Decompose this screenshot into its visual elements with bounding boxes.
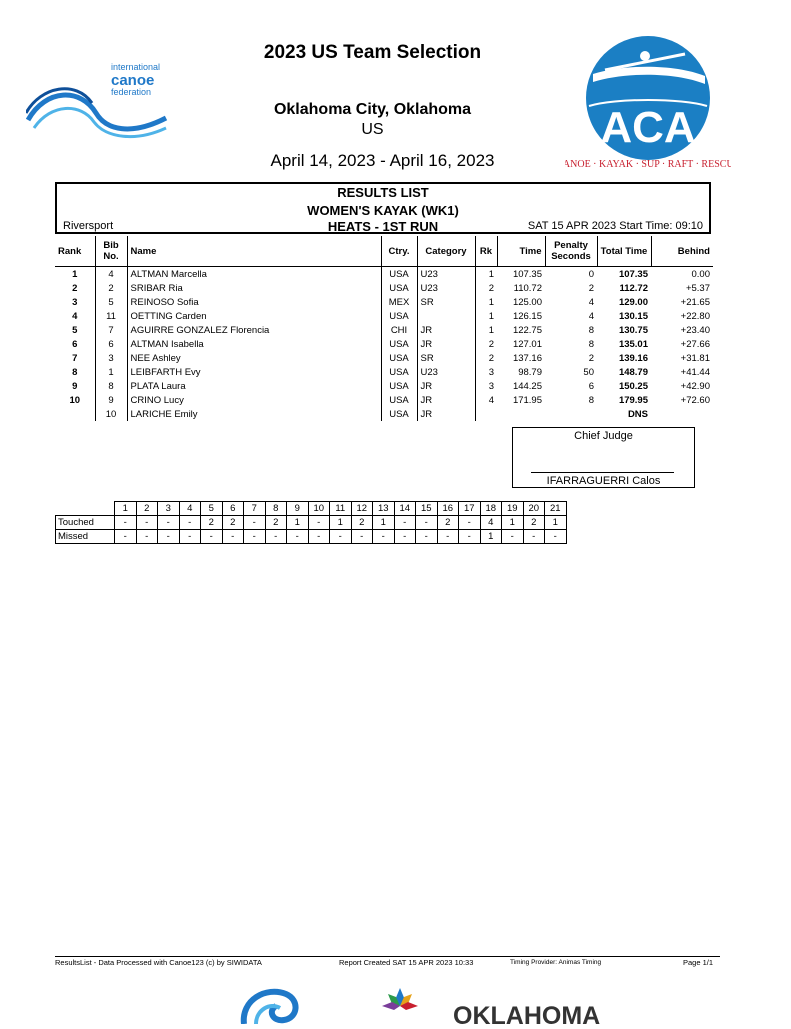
gate-cell: - bbox=[158, 530, 180, 544]
table-row bbox=[55, 267, 713, 282]
cell-country: USA bbox=[381, 337, 417, 351]
cell-country: USA bbox=[381, 351, 417, 365]
cell-country: USA bbox=[381, 365, 417, 379]
col-behind: Behind bbox=[651, 236, 713, 267]
col-rk: Rk bbox=[475, 236, 497, 267]
event-title: 2023 US Team Selection bbox=[263, 42, 482, 63]
cell-rk: 1 bbox=[488, 296, 494, 308]
gate-cell: - bbox=[222, 530, 244, 544]
table-row bbox=[55, 407, 713, 421]
gate-cell: - bbox=[373, 530, 395, 544]
cell-category: U23 bbox=[417, 365, 475, 379]
gate-cell: 3 bbox=[158, 502, 180, 516]
gate-cell: - bbox=[308, 516, 330, 530]
col-category: Category bbox=[417, 236, 475, 267]
gate-missed-row-label: Missed bbox=[56, 530, 115, 544]
col-name: Name bbox=[127, 236, 381, 267]
gate-cell: - bbox=[459, 530, 481, 544]
cell-time: 98.79 bbox=[518, 366, 542, 378]
cell-category: JR bbox=[417, 407, 475, 421]
gate-cell: - bbox=[179, 516, 201, 530]
chief-judge-box bbox=[512, 427, 695, 488]
cell-category: JR bbox=[417, 379, 475, 393]
gate-cell: - bbox=[308, 530, 330, 544]
cell-penalty: 4 bbox=[588, 310, 594, 322]
footer-processed: ResultsList - Data Processed with Canoe123 (c) by SIWIDATA bbox=[55, 958, 262, 967]
gate-cell: 21 bbox=[545, 502, 567, 516]
cell-time: 144.25 bbox=[512, 380, 542, 392]
cell-rank: 3 bbox=[55, 295, 95, 309]
cell-rank: 7 bbox=[55, 351, 95, 365]
cell-behind: +31.81 bbox=[680, 352, 710, 364]
cell-country: USA bbox=[381, 267, 417, 282]
cell-total: 130.75 bbox=[618, 324, 648, 336]
gate-cell: 19 bbox=[502, 502, 524, 516]
cell-penalty bbox=[545, 407, 597, 421]
sponsor-swirl-logo bbox=[236, 980, 306, 1024]
svg-text:canoe: canoe bbox=[111, 72, 155, 89]
gate-cell: - bbox=[179, 530, 201, 544]
gates-corner bbox=[56, 502, 115, 516]
cell-bib: 6 bbox=[95, 337, 127, 351]
cell-rank: 2 bbox=[55, 281, 95, 295]
gate-cell: 18 bbox=[480, 502, 502, 516]
gate-cell: 2 bbox=[523, 516, 545, 530]
gate-cell: - bbox=[351, 530, 373, 544]
table-row bbox=[55, 323, 713, 337]
table-row bbox=[55, 365, 713, 379]
cell-penalty: 6 bbox=[588, 380, 594, 392]
cell-name: CRINO Lucy bbox=[127, 393, 381, 407]
gate-cell: 1 bbox=[373, 516, 395, 530]
cell-rk: 2 bbox=[488, 338, 494, 350]
cell-behind bbox=[651, 407, 713, 421]
cell-behind: +21.65 bbox=[680, 296, 710, 308]
cell-total: 135.01 bbox=[618, 338, 648, 350]
cell-total: 129.00 bbox=[618, 296, 648, 308]
chief-judge-name: IFARRAGUERRI Calos bbox=[546, 475, 661, 487]
gate-cell: 13 bbox=[373, 502, 395, 516]
gate-cell: - bbox=[136, 530, 158, 544]
gate-cell: 9 bbox=[287, 502, 309, 516]
cell-name: PLATA Laura bbox=[127, 379, 381, 393]
gate-cell: - bbox=[416, 516, 438, 530]
svg-text:CANOE · KAYAK · SUP · RAFT · R: CANOE · KAYAK · SUP · RAFT · RESCUE bbox=[565, 159, 731, 170]
table-row bbox=[55, 337, 713, 351]
results-table bbox=[55, 236, 713, 421]
cell-behind: +27.66 bbox=[680, 338, 710, 350]
cell-bib: 5 bbox=[95, 295, 127, 309]
table-row bbox=[55, 351, 713, 365]
col-penalty: Penalty Seconds bbox=[545, 236, 597, 267]
cell-time: 122.75 bbox=[512, 324, 542, 336]
gate-touched-row-label: Touched bbox=[56, 516, 115, 530]
cell-behind: +42.90 bbox=[680, 380, 710, 392]
gate-cell: - bbox=[287, 530, 309, 544]
cell-total: 130.15 bbox=[618, 310, 648, 322]
gate-cell: 17 bbox=[459, 502, 481, 516]
cell-time: 110.72 bbox=[513, 282, 542, 294]
cell-country: USA bbox=[381, 309, 417, 323]
gate-cell: - bbox=[115, 516, 137, 530]
cell-total: 107.35 bbox=[618, 268, 648, 280]
cell-penalty: 50 bbox=[583, 366, 594, 378]
cell-rank: 8 bbox=[55, 365, 95, 379]
cell-name: SRIBAR Ria bbox=[127, 281, 381, 295]
cell-bib: 4 bbox=[95, 267, 127, 282]
event-city: Oklahoma City, Oklahoma bbox=[273, 101, 472, 118]
gate-cell: 8 bbox=[265, 502, 287, 516]
gate-cell: 2 bbox=[351, 516, 373, 530]
gate-cell: - bbox=[394, 516, 416, 530]
cell-rank: 10 bbox=[55, 393, 95, 407]
table-row bbox=[55, 295, 713, 309]
gate-cell: - bbox=[265, 530, 287, 544]
cell-time: 125.00 bbox=[512, 296, 542, 308]
gate-cell: 2 bbox=[136, 502, 158, 516]
cell-name: OETTING Carden bbox=[127, 309, 381, 323]
footer-created: Report Created SAT 15 APR 2023 10:33 bbox=[339, 958, 474, 967]
aca-logo bbox=[565, 34, 731, 174]
gate-cell: 15 bbox=[416, 502, 438, 516]
cell-penalty: 4 bbox=[588, 296, 594, 308]
cell-penalty: 0 bbox=[588, 268, 594, 280]
cell-country: USA bbox=[381, 407, 417, 421]
footer-rule bbox=[55, 956, 720, 957]
svg-text:OKLAHOMA: OKLAHOMA bbox=[453, 1002, 601, 1024]
cell-country: USA bbox=[381, 393, 417, 407]
gate-cell: - bbox=[244, 516, 266, 530]
gate-cell: 10 bbox=[308, 502, 330, 516]
gate-cell: 4 bbox=[480, 516, 502, 530]
table-row bbox=[55, 393, 713, 407]
gate-cell: - bbox=[502, 530, 524, 544]
cell-rank: 9 bbox=[55, 379, 95, 393]
gate-cell: 16 bbox=[437, 502, 459, 516]
cell-country: CHI bbox=[381, 323, 417, 337]
svg-text:federation: federation bbox=[111, 87, 152, 97]
cell-behind: +22.80 bbox=[680, 310, 710, 322]
cell-name: LARICHE Emily bbox=[127, 407, 381, 421]
gate-cell: - bbox=[523, 530, 545, 544]
cell-bib: 2 bbox=[95, 281, 127, 295]
cell-country: USA bbox=[381, 281, 417, 295]
gate-cell: 1 bbox=[545, 516, 567, 530]
cell-total: 148.79 bbox=[618, 366, 648, 378]
chief-judge-label: Chief Judge bbox=[574, 430, 633, 442]
event-country: US bbox=[361, 121, 384, 138]
cell-name: ALTMAN Marcella bbox=[127, 267, 381, 282]
cell-rk: 1 bbox=[488, 268, 494, 280]
cell-name: LEIBFARTH Evy bbox=[127, 365, 381, 379]
table-row bbox=[55, 379, 713, 393]
event-dates: April 14, 2023 - April 16, 2023 bbox=[270, 151, 495, 170]
cell-bib: 3 bbox=[95, 351, 127, 365]
gate-missed-row bbox=[56, 530, 567, 544]
svg-text:international: international bbox=[111, 62, 161, 72]
cell-bib: 8 bbox=[95, 379, 127, 393]
gate-cell: 11 bbox=[330, 502, 352, 516]
gate-cell: - bbox=[244, 530, 266, 544]
cell-name: NEE Ashley bbox=[127, 351, 381, 365]
col-rank: Rank bbox=[55, 236, 95, 267]
gate-cell: - bbox=[545, 530, 567, 544]
table-row bbox=[55, 309, 713, 323]
cell-behind: +72.60 bbox=[680, 394, 710, 406]
cell-penalty: 8 bbox=[588, 324, 594, 336]
cell-name: AGUIRRE GONZALEZ Florencia bbox=[127, 323, 381, 337]
cell-category: U23 bbox=[417, 281, 475, 295]
cell-country: USA bbox=[381, 379, 417, 393]
col-time: Time bbox=[497, 236, 545, 267]
cell-rk: 4 bbox=[488, 394, 494, 406]
gate-cell: 2 bbox=[222, 516, 244, 530]
start-time: SAT 15 APR 2023 Start Time: 09:10 bbox=[527, 220, 703, 232]
gate-cell: - bbox=[115, 530, 137, 544]
cell-time: 126.15 bbox=[512, 310, 542, 322]
cell-rk: 3 bbox=[488, 366, 494, 378]
oklahoma-logo bbox=[375, 984, 615, 1024]
col-bib: Bib No. bbox=[95, 236, 127, 267]
cell-rank bbox=[55, 407, 95, 421]
cell-total: DNS bbox=[627, 408, 648, 420]
cell-time: 171.95 bbox=[512, 394, 542, 406]
cell-behind: +41.44 bbox=[680, 366, 710, 378]
run-name: HEATS - 1ST RUN bbox=[327, 219, 439, 234]
svg-text:ACA: ACA bbox=[600, 103, 696, 152]
results-list-title: RESULTS LIST bbox=[337, 185, 429, 200]
cell-category: JR bbox=[417, 337, 475, 351]
gate-cell: 1 bbox=[480, 530, 502, 544]
cell-rk: 3 bbox=[488, 380, 494, 392]
cell-total: 139.16 bbox=[618, 352, 648, 364]
gate-cell: 5 bbox=[201, 502, 223, 516]
cell-category: SR bbox=[417, 295, 475, 309]
cell-name: REINOSO Sofia bbox=[127, 295, 381, 309]
cell-rk: 2 bbox=[488, 282, 494, 294]
gate-cell: 2 bbox=[437, 516, 459, 530]
gate-cell: 14 bbox=[394, 502, 416, 516]
gate-number-row bbox=[56, 502, 567, 516]
cell-rank: 1 bbox=[55, 267, 95, 282]
cell-behind: +5.37 bbox=[685, 282, 710, 294]
signature-line bbox=[531, 472, 674, 473]
cell-rk bbox=[475, 407, 497, 421]
gate-cell: - bbox=[201, 530, 223, 544]
gate-cell: 2 bbox=[265, 516, 287, 530]
cell-time: 107.35 bbox=[512, 268, 542, 280]
venue: Riversport bbox=[63, 220, 114, 232]
gate-cell: 2 bbox=[201, 516, 223, 530]
cell-rank: 4 bbox=[55, 309, 95, 323]
table-row bbox=[55, 281, 713, 295]
gate-penalties-table bbox=[55, 501, 567, 544]
cell-behind: 0.00 bbox=[691, 268, 710, 280]
cell-time: 127.01 bbox=[512, 338, 542, 350]
gate-touched-row bbox=[56, 516, 567, 530]
gate-cell: 6 bbox=[222, 502, 244, 516]
gate-cell: - bbox=[394, 530, 416, 544]
gate-cell: - bbox=[136, 516, 158, 530]
cell-rk: 2 bbox=[488, 352, 494, 364]
cell-bib: 9 bbox=[95, 393, 127, 407]
cell-time: 137.16 bbox=[512, 352, 542, 364]
cell-bib: 10 bbox=[95, 407, 127, 421]
table-header-row bbox=[55, 236, 713, 267]
col-total: Total Time bbox=[597, 236, 651, 267]
gate-cell: - bbox=[459, 516, 481, 530]
cell-bib: 11 bbox=[95, 309, 127, 323]
gate-cell: - bbox=[437, 530, 459, 544]
gate-cell: 1 bbox=[330, 516, 352, 530]
cell-category: JR bbox=[417, 323, 475, 337]
cell-rank: 5 bbox=[55, 323, 95, 337]
cell-category: U23 bbox=[417, 267, 475, 282]
cell-behind: +23.40 bbox=[680, 324, 710, 336]
footer-timing: Timing Provider: Animas Timing bbox=[510, 959, 602, 966]
cell-country: MEX bbox=[381, 295, 417, 309]
cell-name: ALTMAN Isabella bbox=[127, 337, 381, 351]
gate-cell: 1 bbox=[502, 516, 524, 530]
cell-time bbox=[497, 407, 545, 421]
cell-total: 150.25 bbox=[618, 380, 648, 392]
gate-cell: 12 bbox=[351, 502, 373, 516]
gate-cell: - bbox=[416, 530, 438, 544]
cell-rk: 1 bbox=[488, 310, 494, 322]
cell-rk: 1 bbox=[488, 324, 494, 336]
gate-cell: 1 bbox=[287, 516, 309, 530]
cell-bib: 7 bbox=[95, 323, 127, 337]
gate-cell: 20 bbox=[523, 502, 545, 516]
cell-rank: 6 bbox=[55, 337, 95, 351]
gate-cell: 1 bbox=[115, 502, 137, 516]
results-header bbox=[55, 182, 711, 234]
cell-total: 112.72 bbox=[619, 282, 648, 294]
cell-total: 179.95 bbox=[618, 394, 648, 406]
gate-cell: 7 bbox=[244, 502, 266, 516]
gate-cell: - bbox=[158, 516, 180, 530]
cell-penalty: 8 bbox=[588, 394, 594, 406]
gate-cell: - bbox=[330, 530, 352, 544]
cell-penalty: 8 bbox=[588, 338, 594, 350]
cell-penalty: 2 bbox=[588, 282, 594, 294]
col-country: Ctry. bbox=[381, 236, 417, 267]
cell-penalty: 2 bbox=[588, 352, 594, 364]
cell-category: SR bbox=[417, 351, 475, 365]
footer-page: Page 1/1 bbox=[683, 958, 714, 967]
gate-cell: 4 bbox=[179, 502, 201, 516]
cell-category: JR bbox=[417, 393, 475, 407]
event-class: WOMEN'S KAYAK (WK1) bbox=[307, 203, 459, 218]
cell-bib: 1 bbox=[95, 365, 127, 379]
cell-category bbox=[417, 309, 475, 323]
